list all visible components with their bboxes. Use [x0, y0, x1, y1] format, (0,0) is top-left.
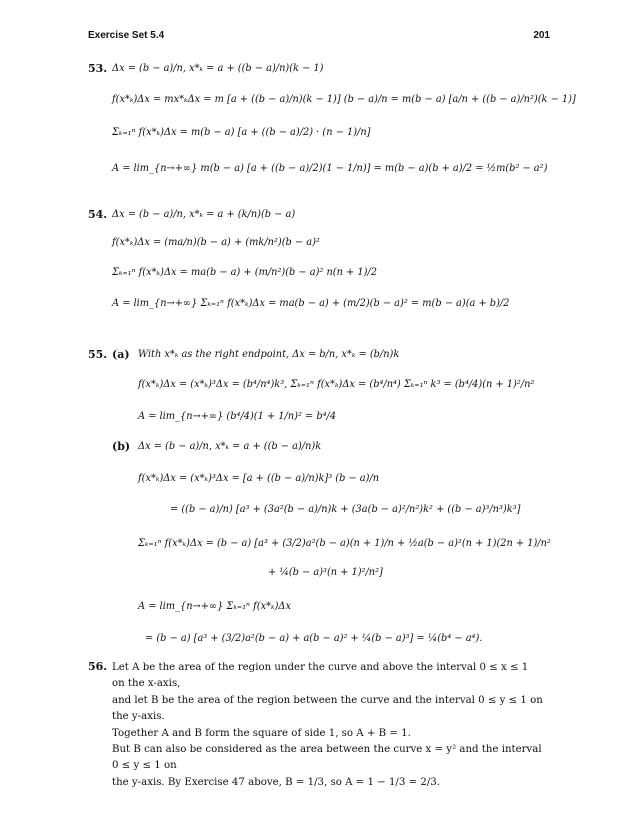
problem-55b-line-2: f(x*ₖ)Δx = (x*ₖ)³Δx = [a + ((b − a)/n)k]³ (b − a)/n [138, 473, 380, 484]
problem-56-line-1: Let A be the area of the region under the curve and above the interval 0 ≤ x ≤ 1 on the x-axis, [112, 662, 529, 690]
problem-56-line-2: and let B be the area of the region between the curve and the interval 0 ≤ y ≤ 1 on the y-axis. [112, 694, 543, 723]
problem-53-line-4: A = lim_{n→+∞} m(b − a) [a + ((b − a)/2)(1 − 1/n)] = m(b − a)(b + a)/2 = ½m(b² − a²) [112, 163, 548, 174]
page-number: 201 [533, 30, 550, 41]
problem-53-number: 53. [88, 62, 108, 75]
problem-56-number: 56. [88, 660, 108, 673]
problem-55a-line-2: f(x*ₖ)Δx = (x*ₖ)³Δx = (b⁴/n⁴)k³, Σₖ₌₁ⁿ f(x*ₖ)Δx = (b⁴/n⁴) Σₖ₌₁ⁿ k³ = (b⁴/4)(n + 1)²/n² [138, 379, 535, 390]
problem-54-number: 54. [88, 208, 108, 221]
problem-54-line-3: Σₖ₌₁ⁿ f(x*ₖ)Δx = ma(b − a) + (m/n²)(b − a)² n(n + 1)/2 [112, 267, 377, 278]
problem-55b-line-1: Δx = (b − a)/n, x*ₖ = a + ((b − a)/n)k [138, 441, 322, 452]
problem-55b-line-4: Σₖ₌₁ⁿ f(x*ₖ)Δx = (b − a) [a³ + (3/2)a²(b − a)(n + 1)/n + ½a(b − a)²(n + 1)(2n + 1)/n² [138, 538, 551, 549]
problem-55b-line-7: = (b − a) [a³ + (3/2)a²(b − a) + a(b − a)² + ¼(b − a)³] = ¼(b⁴ − a⁴). [145, 633, 483, 644]
problem-54-line-2: f(x*ₖ)Δx = (ma/n)(b − a) + (mk/n²)(b − a)² [112, 237, 320, 248]
problem-53-line-1: Δx = (b − a)/n, x*ₖ = a + ((b − a)/n)(k − 1) [112, 63, 324, 74]
problem-54-line-4: A = lim_{n→+∞} Σₖ₌₁ⁿ f(x*ₖ)Δx = ma(b − a) + (m/2)(b − a)² = m(b − a)(a + b)/2 [112, 298, 510, 309]
problem-55b-line-3: = ((b − a)/n) [a³ + (3a²(b − a)/n)k + (3a(b − a)²/n²)k² + ((b − a)³/n³)k³] [170, 504, 521, 515]
problem-55b-line-6: A = lim_{n→+∞} Σₖ₌₁ⁿ f(x*ₖ)Δx [138, 601, 291, 612]
problem-56-line-5: the y-axis. By Exercise 47 above, B = 1/3, so A = 1 − 1/3 = 2/3. [112, 776, 440, 788]
problem-56-text [112, 660, 544, 791]
problem-55-number: 55. [88, 348, 108, 361]
problem-55a-line-1: With x*ₖ as the right endpoint, Δx = b/n, x*ₖ = (b/n)k [138, 349, 400, 360]
problem-55-part-b-label: (b) [112, 440, 131, 453]
problem-53-line-2: f(x*ₖ)Δx = mx*ₖΔx = m [a + ((b − a)/n)(k − 1)] (b − a)/n = m(b − a) [a/n + ((b − a)/n²)(k − 1)] [112, 94, 576, 105]
problem-55a-line-3: A = lim_{n→+∞} (b⁴/4)(1 + 1/n)² = b⁴/4 [138, 411, 337, 422]
problem-56-line-4: But B can also be considered as the area between the curve x = y² and the interval 0 ≤ y ≤ 1 on [112, 744, 542, 772]
problem-56-line-3: Together A and B form the square of side 1, so A + B = 1. [112, 727, 411, 739]
problem-53-line-3: Σₖ₌₁ⁿ f(x*ₖ)Δx = m(b − a) [a + ((b − a)/2) · (n − 1)/n] [112, 127, 371, 138]
problem-54-line-1: Δx = (b − a)/n, x*ₖ = a + (k/n)(b − a) [112, 209, 296, 220]
problem-55b-line-5: + ¼(b − a)³(n + 1)²/n²] [268, 567, 383, 578]
problem-55-part-a-label: (a) [112, 348, 130, 361]
section-header: Exercise Set 5.4 [88, 30, 165, 41]
